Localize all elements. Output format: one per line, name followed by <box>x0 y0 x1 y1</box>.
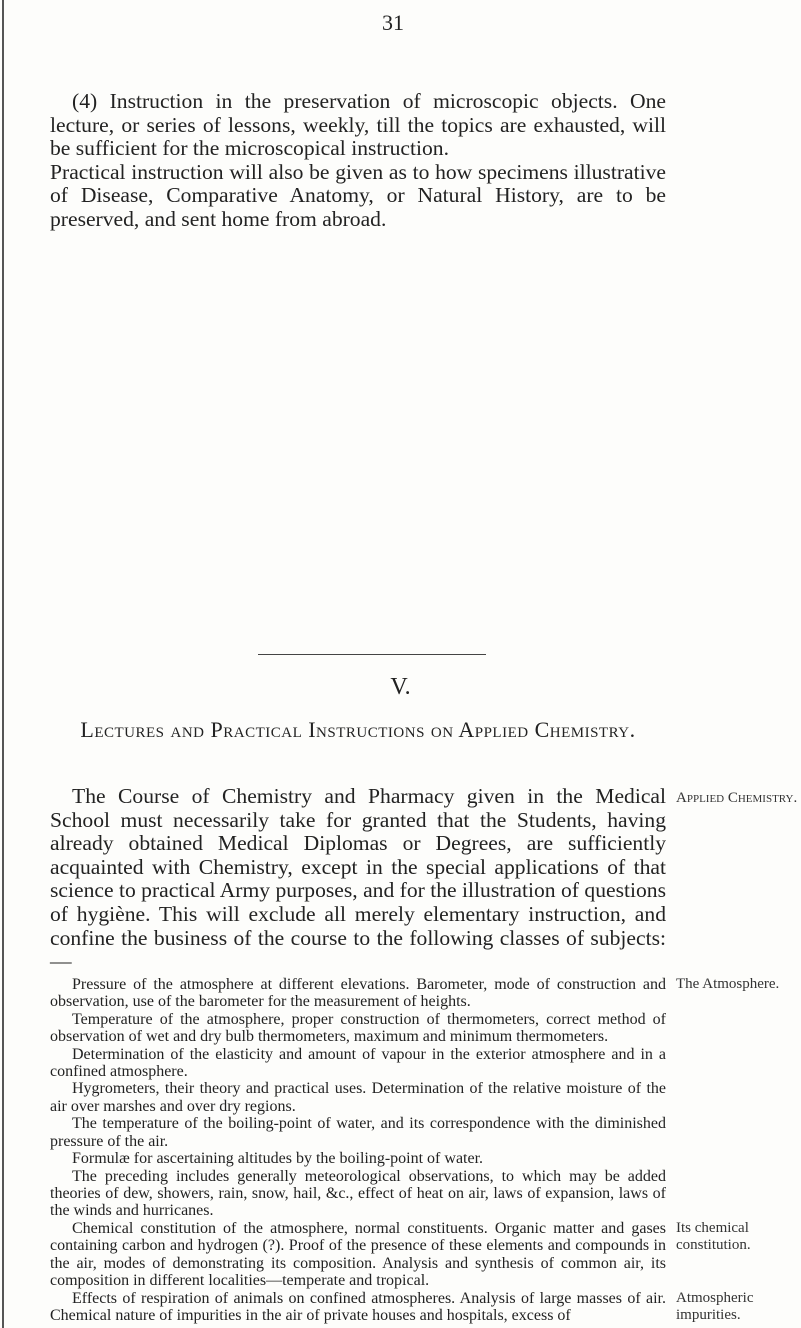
body-paragraphs <box>50 976 666 1326</box>
paragraph-temperature: Temperature of the atmosphere, proper construction of thermometers, correct method of observation of wet and dry bulb thermometers, maximum and minimum thermometers. <box>50 1010 666 1046</box>
section-divider <box>258 654 486 655</box>
paragraph-formulae: Formulæ for ascertaining altitudes by the boiling-point of water. <box>72 1150 484 1168</box>
paragraph-microscopic-objects: (4) Instruction in the preservation of microscopic objects. One lecture, or series of lessons, weekly, till the topics are exhausted, will be sufficient for the microscopical instruction. <box>50 89 666 161</box>
margin-note-chemical-constitution: Its chemical constitution. <box>676 1219 751 1253</box>
paragraph-meteorological: The preceding includes generally meteorological observations, to which may be added theories of dew, showers, rain, snow, hail, &c., effect of heat on air, laws of expansion, laws of the winds and hurricanes. <box>50 1167 666 1220</box>
main-body <box>50 785 666 974</box>
paragraph-specimens: Practical instruction will also be given as to how specimens illustrative of Disease, Comparative Anatomy, or Natural History, are to be preserved, and sent home from abroad. <box>50 159 666 231</box>
section-numeral: V. <box>390 674 411 700</box>
paragraph-intro: The Course of Chemistry and Pharmacy given in the Medical School must necessarily take for granted that the Students, having already obtained Medical Diplomas or Degrees, are sufficiently acquainted with Chemistry, except in the special applications of that science to practical Army purposes, and for the illustration of questions of hygiène. This will exclude all merely elementary instruction, and confine the business of the course to the following classes of subjects:— <box>50 784 666 974</box>
top-section <box>50 90 666 232</box>
paragraph-hygrometers: Hygrometers, their theory and practical uses. Determination of the relative moisture of the air over marshes and over dry regions. <box>50 1080 666 1115</box>
paragraph-chemical-constitution: Chemical constitution of the atmosphere, normal constituents. Organic matter and gases containing carbon and hydrogen (?). Proof of the presence of these elements and compounds in the air, modes of demonstrating its composition. Analysis and synthesis of common air, its composition in different localities—temperate and tropical. <box>50 1219 666 1290</box>
section-heading: Lectures and Practical Instructions on Applied Chemistry. <box>80 717 636 742</box>
paragraph-boiling-point: The temperature of the boiling-point of water, and its correspondence with the diminished pressure of the air. <box>50 1115 666 1150</box>
paragraph-pressure: Pressure of the atmosphere at different elevations. Barometer, mode of construction and observation, use of the barometer for the measurement of heights. <box>50 975 666 1011</box>
margin-note-atmosphere: The Atmosphere. <box>676 975 780 992</box>
paragraph-elasticity: Determination of the elasticity and amount of vapour in the exterior atmosphere and in a confined atmosphere. <box>50 1045 666 1080</box>
margin-note-applied-chemistry: Applied Chemistry. <box>676 790 798 806</box>
margin-note-impurities: Atmospheric impurities. <box>676 1289 754 1323</box>
page-edge-line <box>2 0 4 1328</box>
page-number: 31 <box>382 10 404 35</box>
paragraph-respiration: Effects of respiration of animals on confined atmospheres. Analysis of large masses of air. Chemical nature of impurities in the air of private houses and hospitals, excess of <box>50 1289 666 1325</box>
